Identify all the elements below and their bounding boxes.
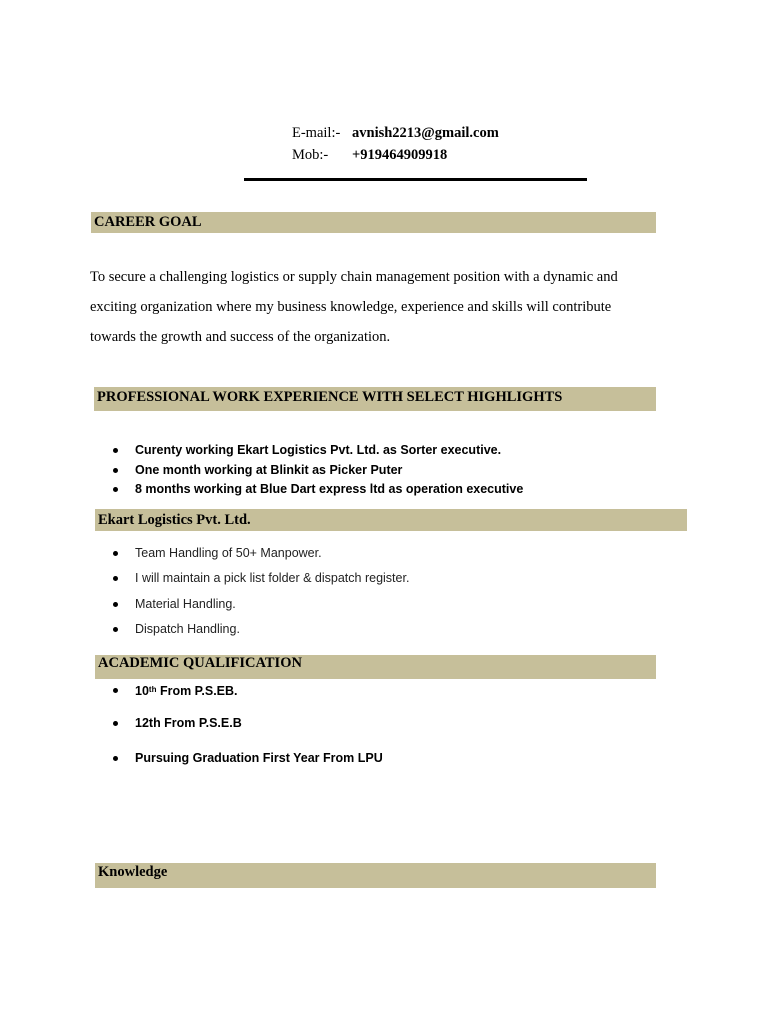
academic-list [113,680,383,770]
mobile-value: +919464909918 [352,147,448,163]
header-divider [244,178,587,181]
list-item: 12th From P.S.E.B [113,713,383,748]
career-goal-text [90,262,660,352]
contact-block [292,122,499,166]
career-goal-heading: CAREER GOAL [91,212,656,233]
academic-item-1-number: 10 [135,684,149,698]
career-goal-line: exciting organization where my business knowledge, experience and skills will contribute [90,299,612,315]
list-item: 8 months working at Blue Dart express ltd as operation executive [113,480,523,500]
list-item: Pursuing Graduation First Year From LPU [113,748,383,770]
career-goal-line: To secure a challenging logistics or supply chain management position with a dynamic and [90,269,618,285]
experience-list [113,441,523,500]
list-item: Material Handling. [113,592,409,617]
email-row [292,122,499,144]
list-item: Dispatch Handling. [113,617,409,642]
list-item: Team Handling of 50+ Manpower. [113,541,409,566]
list-item: Curenty working Ekart Logistics Pvt. Ltd. as Sorter executive. [113,441,523,461]
ekart-list [113,541,409,642]
academic-item-1-rest: From P.S.EB. [156,684,238,698]
experience-heading: PROFESSIONAL WORK EXPERIENCE WITH SELECT HIGHLIGHTS [94,387,656,411]
list-item [113,680,383,713]
academic-item-1-suffix: th [148,685,157,694]
academic-heading: ACADEMIC QUALIFICATION [95,655,656,679]
mobile-row [292,144,499,166]
list-item: One month working at Blinkit as Picker Puter [113,461,523,481]
list-item: I will maintain a pick list folder & dispatch register. [113,566,409,591]
email-value: avnish2213@gmail.com [352,125,499,141]
ekart-heading: Ekart Logistics Pvt. Ltd. [95,509,687,531]
career-goal-line: towards the growth and success of the organization. [90,329,391,345]
mobile-label: Mob:- [292,147,329,163]
email-label: E-mail:- [292,125,341,141]
knowledge-heading: Knowledge [95,863,656,888]
